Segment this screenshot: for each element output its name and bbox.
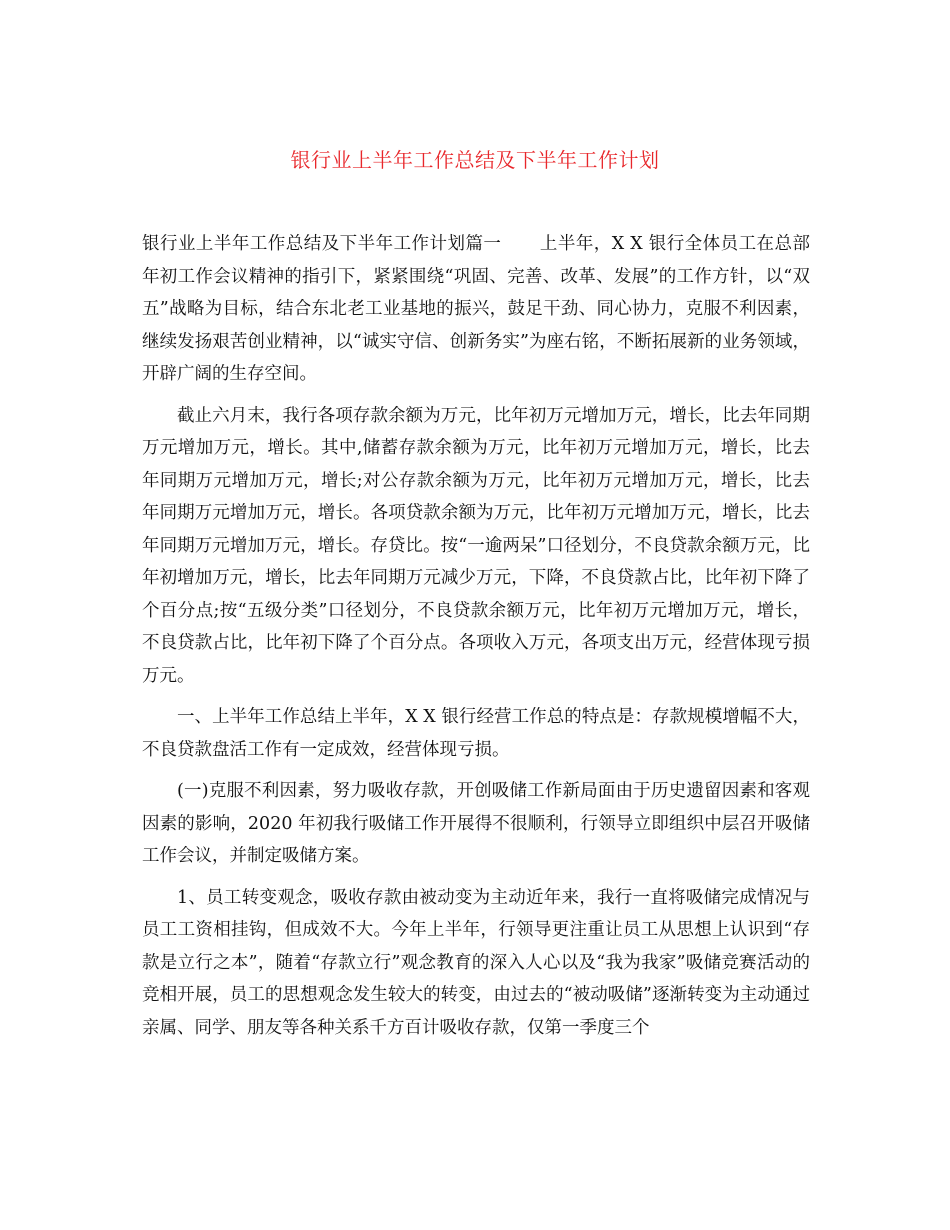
paragraph-section-1: (一)克服不利因素，努力吸收存款，开创吸储工作新局面由于历史遗留因素和客观因素的影响，2020 年初我行吸储工作开展得不很顺利，行领导立即组织中层召开吸储工作会议，并制定吸储方案。 <box>142 781 810 866</box>
paragraph-figures: 截止六月末，我行各项存款余额为万元，比年初万元增加万元，增长，比去年同期万元增加万元，增长。其中,储蓄存款余额为万元，比年初万元增加万元，增长，比去年同期万元增加万元，增长;对公存款余额为万元，比年初万元增加万元，增长，比去年同期万元增加万元，增长。各项贷款余额为万元，比年初万元增加万元，增长，比去年同期万元增加万元，增长。存贷比。按“一逾两呆”口径划分，不良贷款余额万元，比年初增加万元，增长，比去年同期万元减少万元，下降，不良贷款占比，比年初下降了个百分点;按“五级分类”口径划分，不良贷款余额万元，比年初万元增加万元，增长，不良贷款占比，比年初下降了个百分点。各项收入万元，各项支出万元，经营体现亏损万元。 <box>142 405 810 686</box>
intro-lead: 银行业上半年工作总结及下半年工作计划篇一 <box>142 234 502 254</box>
document-body <box>142 228 810 1053</box>
document-title: 银行业上半年工作总结及下半年工作计划 <box>290 148 660 172</box>
intro-paragraph <box>142 228 810 391</box>
intro-rest: 上半年，X X 银行全体员工在总部年初工作会议精神的指引下，紧紧围绕“巩固、完善、改革、发展”的工作方针，以“双五”战略为目标，结合东北老工业基地的振兴，鼓足干劲、同心协力，克服不利因素，继续发扬艰苦创业精神，以“诚实守信、创新务实”为座右铭，不断拓展新的业务领域，开辟广阔的生存空间。 <box>142 234 810 384</box>
paragraph-summary: 一、上半年工作总结上半年，X X 银行经营工作总的特点是：存款规模增幅不大，不良贷款盘活工作有一定成效，经营体现亏损。 <box>142 707 810 760</box>
paragraph-item-1: 1、员工转变观念，吸收存款由被动变为主动近年来，我行一直将吸储完成情况与员工工资相挂钩，但成效不大。今年上半年，行领导更注重让员工从思想上认识到“存款是立行之本”，随着“存款立行”观念教育的深入人心以及“我为我家”吸储竞赛活动的竞相开展，员工的思想观念发生较大的转变，由过去的“被动吸储”逐渐转变为主动通过亲属、同学、朋友等各种关系千方百计吸收存款，仅第一季度三个 <box>142 887 810 1038</box>
